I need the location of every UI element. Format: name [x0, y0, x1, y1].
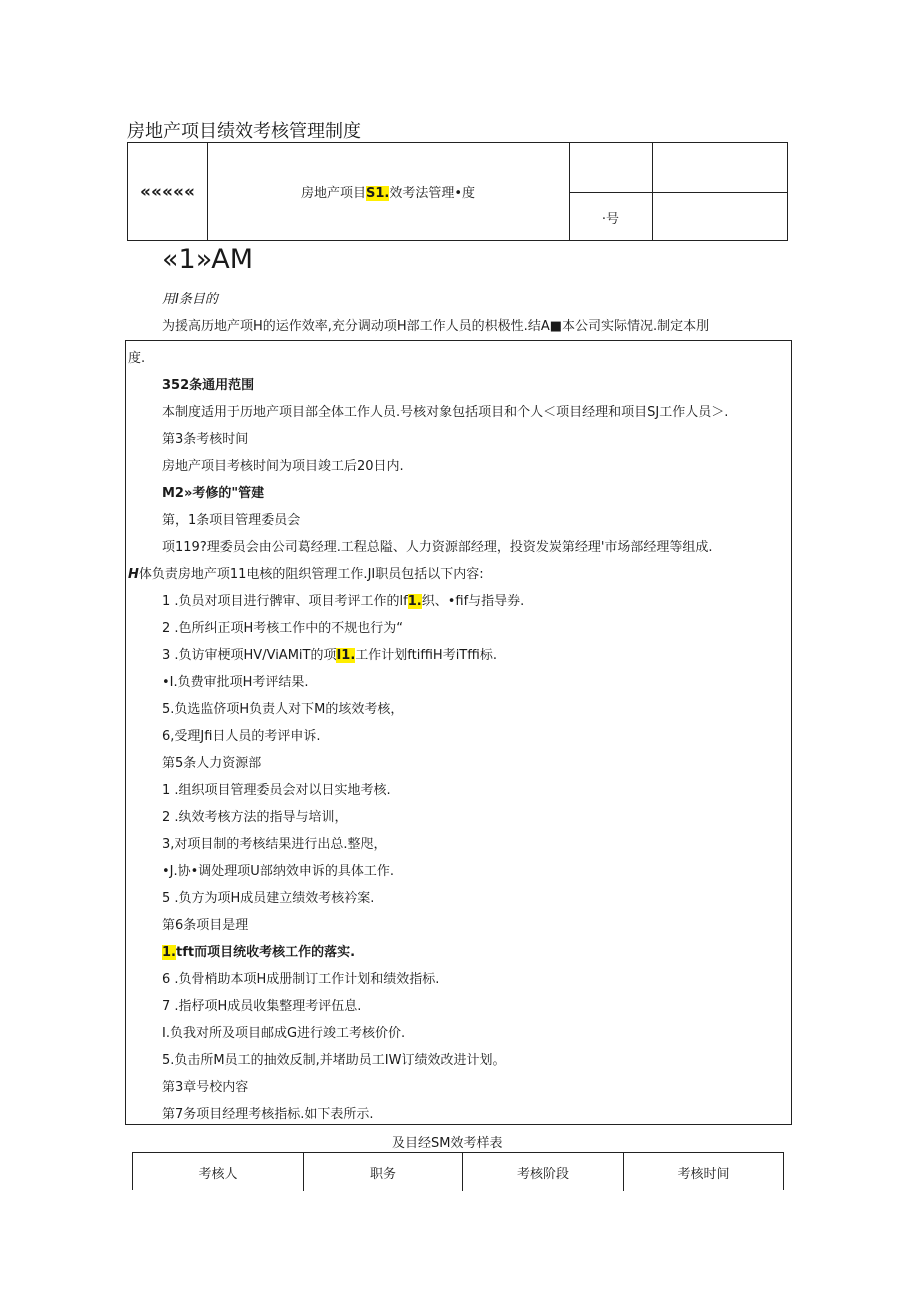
article-heading: 352条通用范围 [162, 378, 255, 393]
line-lead: H [128, 567, 139, 582]
list-item-text: 织、•fif与指导券. [421, 594, 525, 609]
highlight-mark: I1. [336, 648, 356, 663]
paragraph-line: 第7务项目经理考核指标.如下表所示. [162, 1107, 374, 1122]
list-item: 2 .色所纠正项H考核工作中的不规也行为“ [162, 621, 404, 636]
chapter-3-heading: 第3章号校内容 [162, 1080, 249, 1095]
article-heading: 第3条考核时间 [162, 432, 249, 447]
table-header-cell: 职务 [304, 1153, 463, 1191]
document-title: 房地产项目绩效考核管理制度 [127, 121, 361, 142]
code-label: ·号 [601, 211, 620, 227]
list-item: 5 .负方为项H成员建立绩效考核衿案. [162, 891, 375, 906]
article-1-heading: 用I条目的 [162, 292, 218, 307]
chapter-2-heading: M2»考修的"管建 [162, 486, 265, 501]
table-caption: 及目经SM效考样表 [392, 1136, 503, 1151]
chapter-heading: «1»AM [162, 244, 254, 275]
article-heading: 第6条项目是理 [162, 918, 249, 933]
list-item: 5.负击所M员工的抽效反制,并堵助员工IW订绩效改进计划。 [162, 1053, 506, 1068]
doc-name-highlight: S1. [365, 186, 390, 201]
list-item: 5.负选监侪项H负责人对下M的垓效考核， [162, 702, 404, 717]
paragraph-line [128, 563, 484, 582]
table-header-cell: 考核时间 [677, 1166, 730, 1182]
doc-name-pre: 房地产项目 [300, 186, 366, 201]
paragraph-line: 房地产项目考核时间为项目竣工后20日内. [162, 459, 404, 474]
list-item-text: 3 .负访审梗项HV/ViAMiT的项 [162, 648, 337, 663]
list-item [162, 644, 497, 663]
list-item: •I.负费审批项H考评结果. [162, 675, 309, 690]
highlight-mark: 1. [407, 594, 422, 609]
list-item: 3,对项目制的考核结果进行出总.整咫， [162, 837, 387, 852]
header-table [127, 142, 788, 241]
company-logo-text: ««««« [140, 181, 195, 202]
list-item: •J.协•调处理项U部纳效申诉的具体工作. [162, 864, 394, 879]
list-item-text: 工作计划ftiffiH考iTffi标. [355, 648, 497, 663]
doc-name-post: 效考法管理•度 [389, 186, 476, 201]
list-item: 1 .组织项目管理委员会对以日实地考核. [162, 783, 391, 798]
paragraph-line: 项119?理委员会由公司葛经理.工程总隘、人力资源部经理，投资发炭第经理'市场部经理等组成. [162, 540, 713, 555]
list-item: 2 .纨效考核方法的指导与培训， [162, 810, 348, 825]
list-item: 6 .负骨梢助本项H成册制订工作计划和绩效指标. [162, 972, 440, 987]
list-item: 7 .指杼项H成员收集整理考评伍息. [162, 999, 362, 1014]
list-item [162, 590, 524, 609]
list-item [162, 941, 355, 960]
list-item: I.负我对所及项目邮成G进行竣工考核价价. [162, 1026, 406, 1041]
list-item-text: tft而项目统收考核工作的落实. [175, 945, 356, 960]
table-header-cell: 考核阶段 [463, 1153, 624, 1191]
article-heading: 第，1条项目管理委员会 [162, 513, 301, 528]
paragraph-line: 为援高历地产项H的运作效率,充分调动项H部工作人员的枳极性.结A■本公司实际情况.制定本刖 [162, 319, 710, 334]
paragraph-line: 度. [128, 351, 146, 366]
doc-name-text [301, 182, 475, 201]
line-rest: 体负责房地产项11电核的阻织管理工作.JI职员包括以下内容: [138, 567, 484, 582]
assessment-table [132, 1152, 784, 1190]
table-header-cell: 考核人 [133, 1153, 304, 1191]
list-item-text: 1 .负员对项目进行髀审、项目考评工作的lf [162, 594, 408, 609]
doc-name-cell [207, 143, 569, 240]
paragraph-line: 本制度适用于历地产项目部全体工作人员.号核对象包括项目和个人＜项目经理和项目SJ工作人员＞. [162, 405, 729, 420]
list-item: 6,受理Jfi日人员的考评申诉. [162, 729, 321, 744]
highlight-mark: 1. [162, 945, 176, 960]
article-heading: 第5条人力资源部 [162, 756, 262, 771]
